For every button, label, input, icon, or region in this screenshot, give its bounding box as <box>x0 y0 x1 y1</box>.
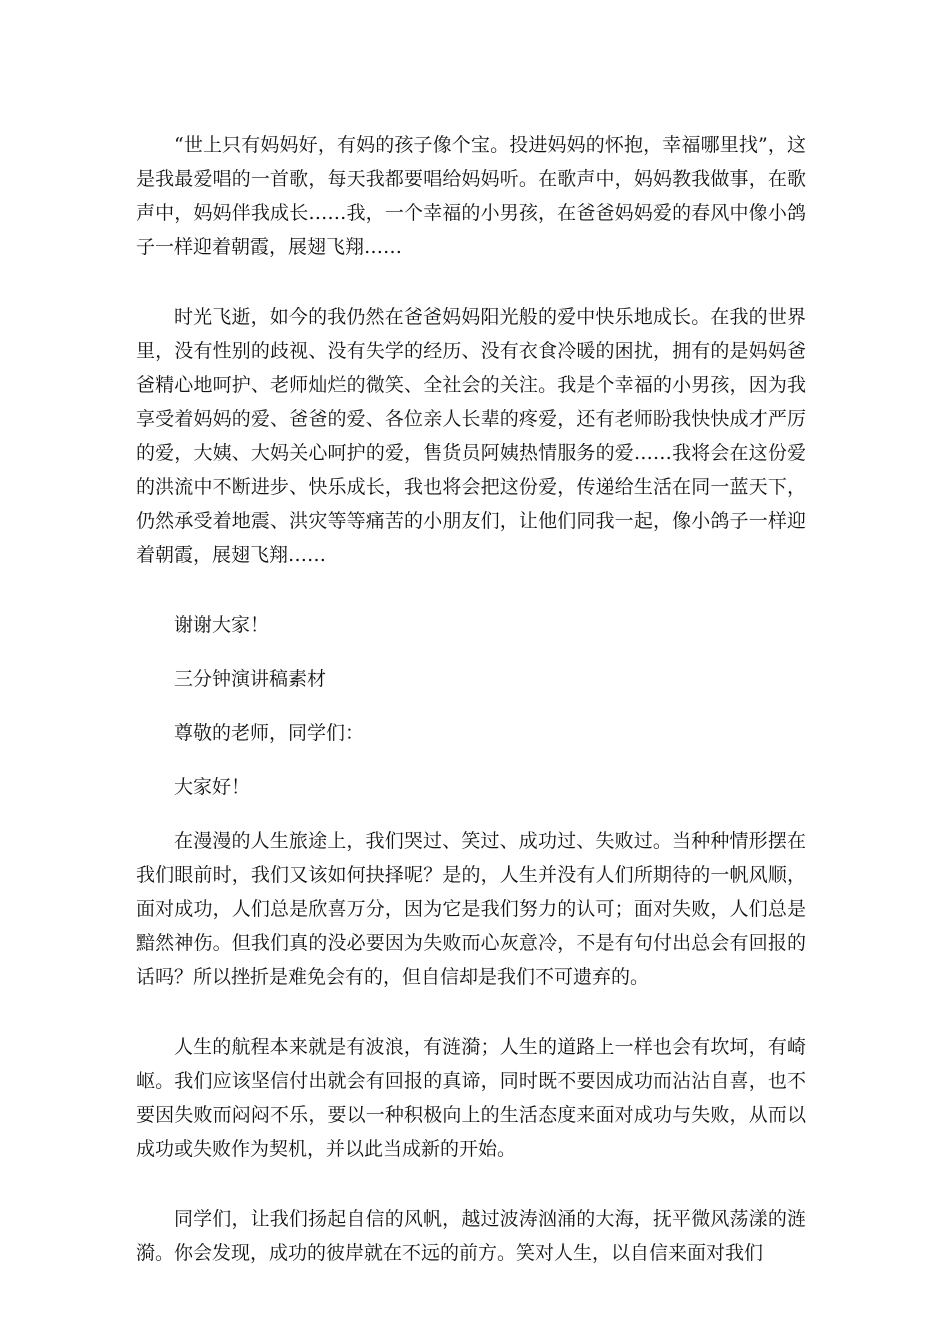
closing-thanks: 谢谢大家！ <box>174 614 270 636</box>
paragraph-1: “世上只有妈妈好，有妈的孩子像个宝。投进妈妈的怀抱，幸福哪里找”，这是我最爱唱的一首歌，每天我都要唱给妈妈听。在歌声中，妈妈教我做事，在歌声中，妈妈伴我成长……我，一个幸福的小男孩，在爸爸妈妈爱的春风中像小鸽子一样迎着朝霞，展翅飞翔…… <box>136 134 806 258</box>
document-page <box>136 128 806 1270</box>
paragraph-2: 时光飞逝，如今的我仍然在爸爸妈妈阳光般的爱中快乐地成长。在我的世界里，没有性别的歧视、没有失学的经历、没有衣食冷暖的困扰，拥有的是妈妈爸爸精心地呵护、老师灿烂的微笑、全社会的关注。我是个幸福的小男孩，因为我享受着妈妈的爱、爸爸的爱、各位亲人长辈的疼爱，还有老师盼我快快成才严厉的爱，大姨、大妈关心呵护的爱，售货员阿姨热情服务的爱……我将会在这份爱的洪流中不断进步、快乐成长，我也将会把这份爱，传递给生活在同一蓝天下，仍然承受着地震、洪灾等等痛苦的小朋友们，让他们同我一起，像小鸽子一样迎着朝霞，展翅飞翔…… <box>136 306 806 566</box>
section-title: 三分钟演讲稿素材 <box>174 668 327 690</box>
greeting: 大家好！ <box>174 776 251 798</box>
speech-paragraph-3: 同学们，让我们扬起自信的风帆，越过波涛汹涌的大海，抚平微风荡漾的涟漪。你会发现，成功的彼岸就在不远的前方。笑对人生，以自信来面对我们 <box>136 1208 806 1264</box>
salutation: 尊敬的老师，同学们： <box>174 722 365 744</box>
speech-paragraph-1: 在漫漫的人生旅途上，我们哭过、笑过、成功过、失败过。当种种情形摆在我们眼前时，我们又该如何抉择呢？是的，人生并没有人们所期待的一帆风顺，面对成功，人们总是欣喜万分，因为它是我们努力的认可；面对失败，人们总是黯然神伤。但我们真的没必要因为失败而心灰意冷，不是有句付出总会有回报的话吗？所以挫折是难免会有的，但自信却是我们不可遗弃的。 <box>136 830 806 988</box>
speech-paragraph-2: 人生的航程本来就是有波浪，有涟漪；人生的道路上一样也会有坎坷，有崎岖。我们应该坚信付出就会有回报的真谛，同时既不要因成功而沾沾自喜，也不要因失败而闷闷不乐，要以一种积极向上的生活态度来面对成功与失败，从而以成功或失败作为契机，并以此当成新的开始。 <box>136 1036 806 1160</box>
